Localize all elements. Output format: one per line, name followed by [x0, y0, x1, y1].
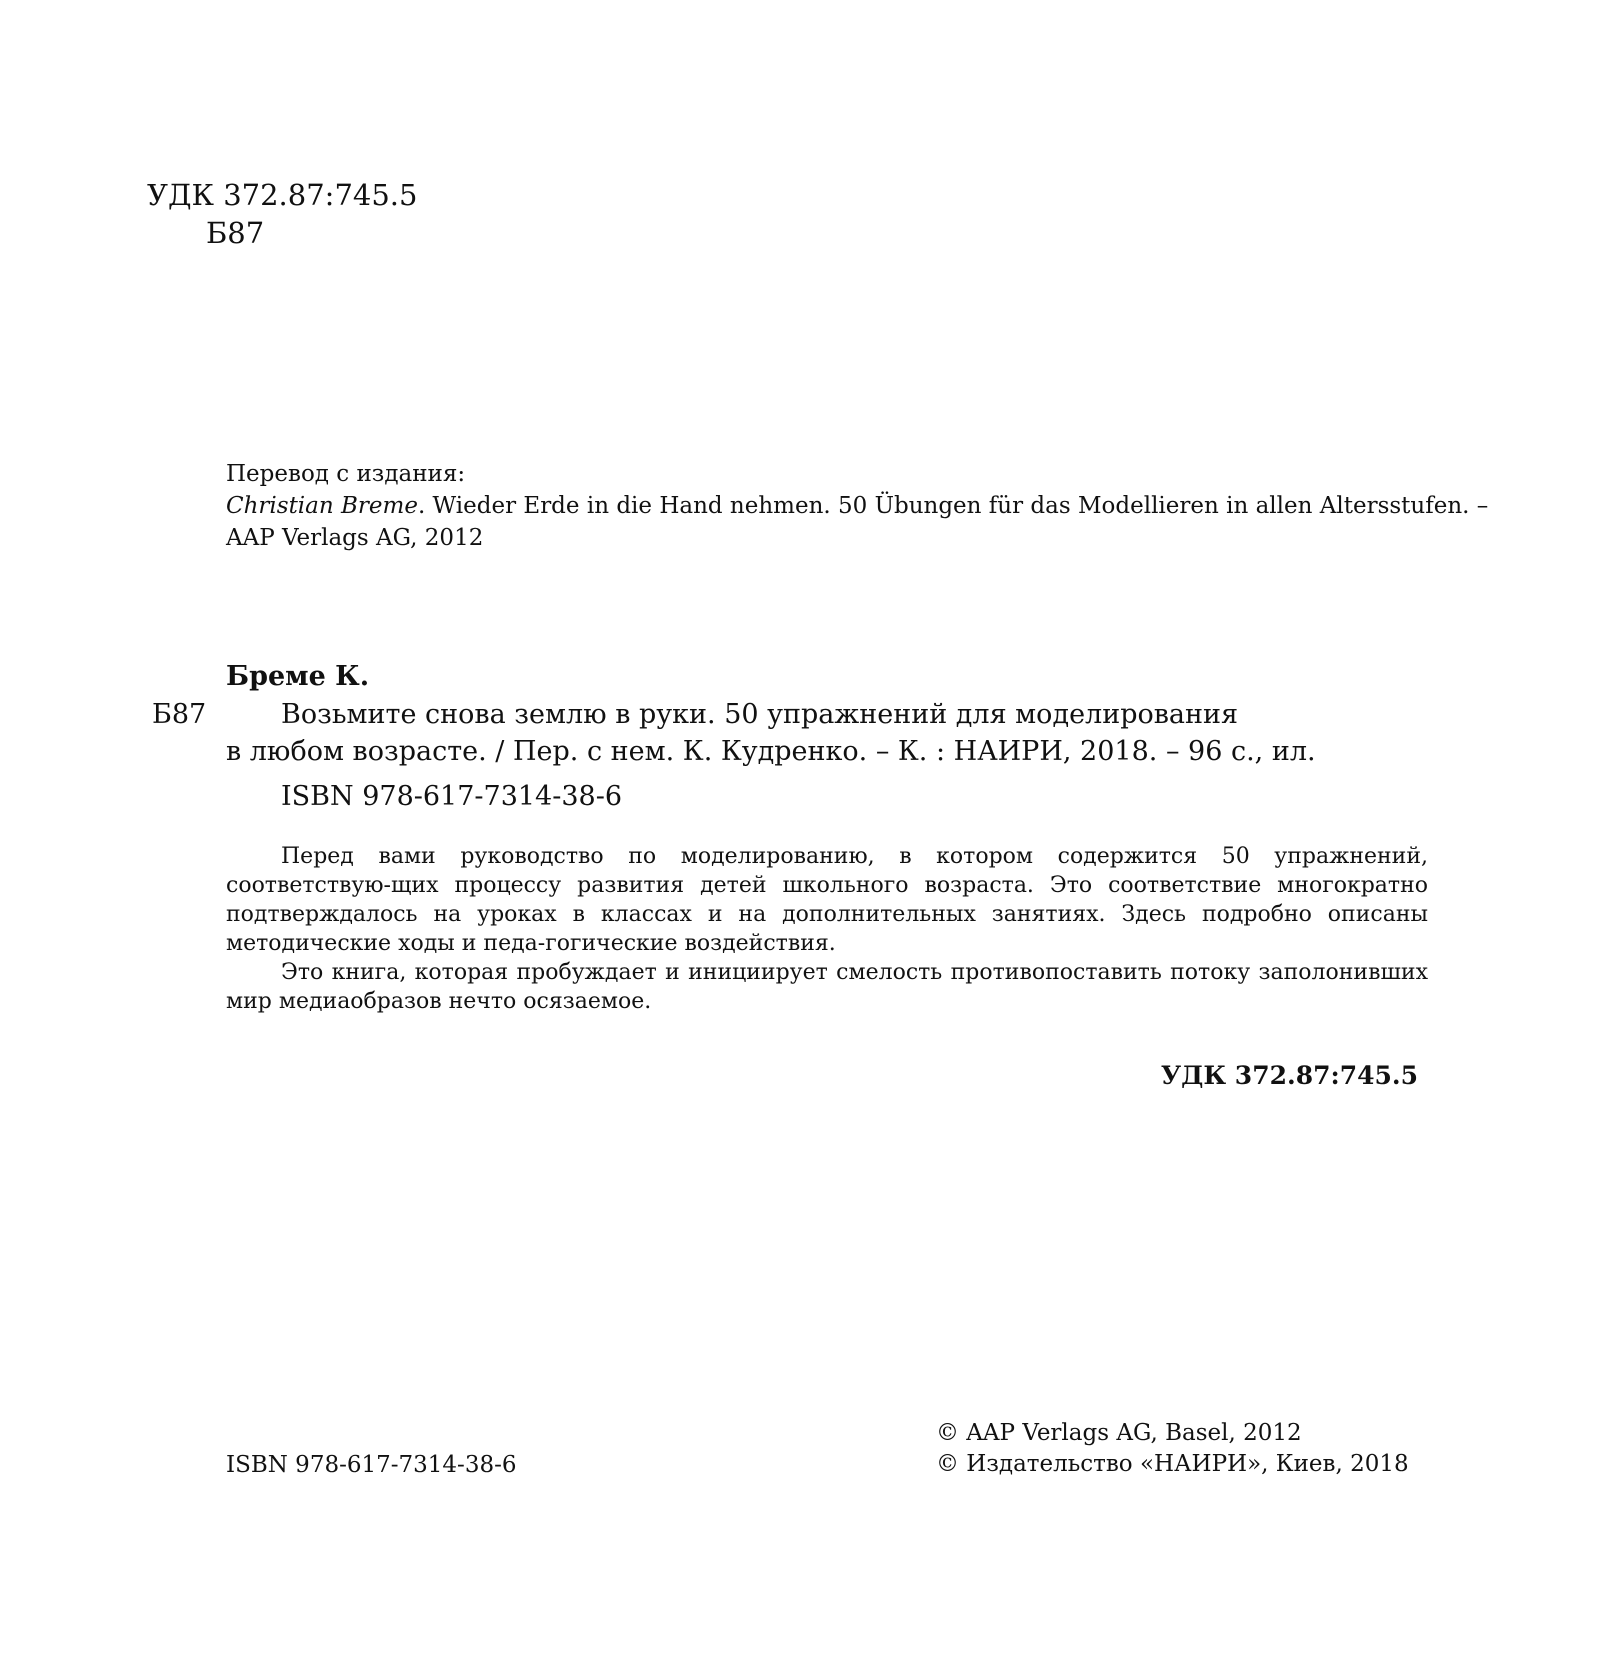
- annotation-paragraph-2: Это книга, которая пробуждает и инициирует смелость противопоставить потоку заполонивших мир медиаобразов нечто осязаемое.: [226, 960, 1428, 1014]
- annotation: [226, 842, 1428, 1016]
- copyright-line-1: © AAP Verlags AG, Basel, 2012: [936, 1420, 1302, 1446]
- translation-block: [226, 458, 1488, 554]
- copyright-block: [936, 1418, 1409, 1480]
- original-author: Christian Breme: [226, 493, 418, 519]
- catalog-isbn: ISBN 978-617-7314-38-6: [281, 781, 623, 812]
- original-publisher: AAP Verlags AG, 2012: [226, 525, 484, 551]
- original-title: . Wieder Erde in die Hand nehmen. 50 Übungen für das Modellieren in allen Altersstufen. –: [417, 493, 1489, 519]
- footer-isbn: ISBN 978-617-7314-38-6: [226, 1452, 517, 1478]
- catalog-title-line-1: Возьмите снова землю в руки. 50 упражнений для моделирования: [281, 699, 1239, 730]
- catalog-code: Б87: [152, 699, 207, 730]
- original-edition-line: [226, 490, 1488, 522]
- udk-bottom: УДК 372.87:745.5: [1160, 1061, 1418, 1090]
- annotation-paragraph-1: Перед вами руководство по моделированию, в котором содержится 50 упражнений, соответствую-щих процессу развития детей школьного возраста. Это соответствие многократно подтверждалось на уроках в классах и на дополнительных занятиях. Здесь подробно описаны методические ходы и педа-гогические воздействия.: [226, 844, 1428, 956]
- author-code-top: Б87: [206, 216, 265, 250]
- translation-label: Перевод с издания:: [226, 461, 466, 487]
- catalog-author: Бреме К.: [226, 661, 370, 692]
- catalog-title-line-2: в любом возрасте. / Пер. с нем. К. Кудренко. – К. : НАИРИ, 2018. – 96 с., ил.: [226, 736, 1316, 767]
- udk-top: УДК 372.87:745.5: [147, 178, 418, 212]
- copyright-line-2: © Издательство «НАИРИ», Киев, 2018: [936, 1451, 1409, 1477]
